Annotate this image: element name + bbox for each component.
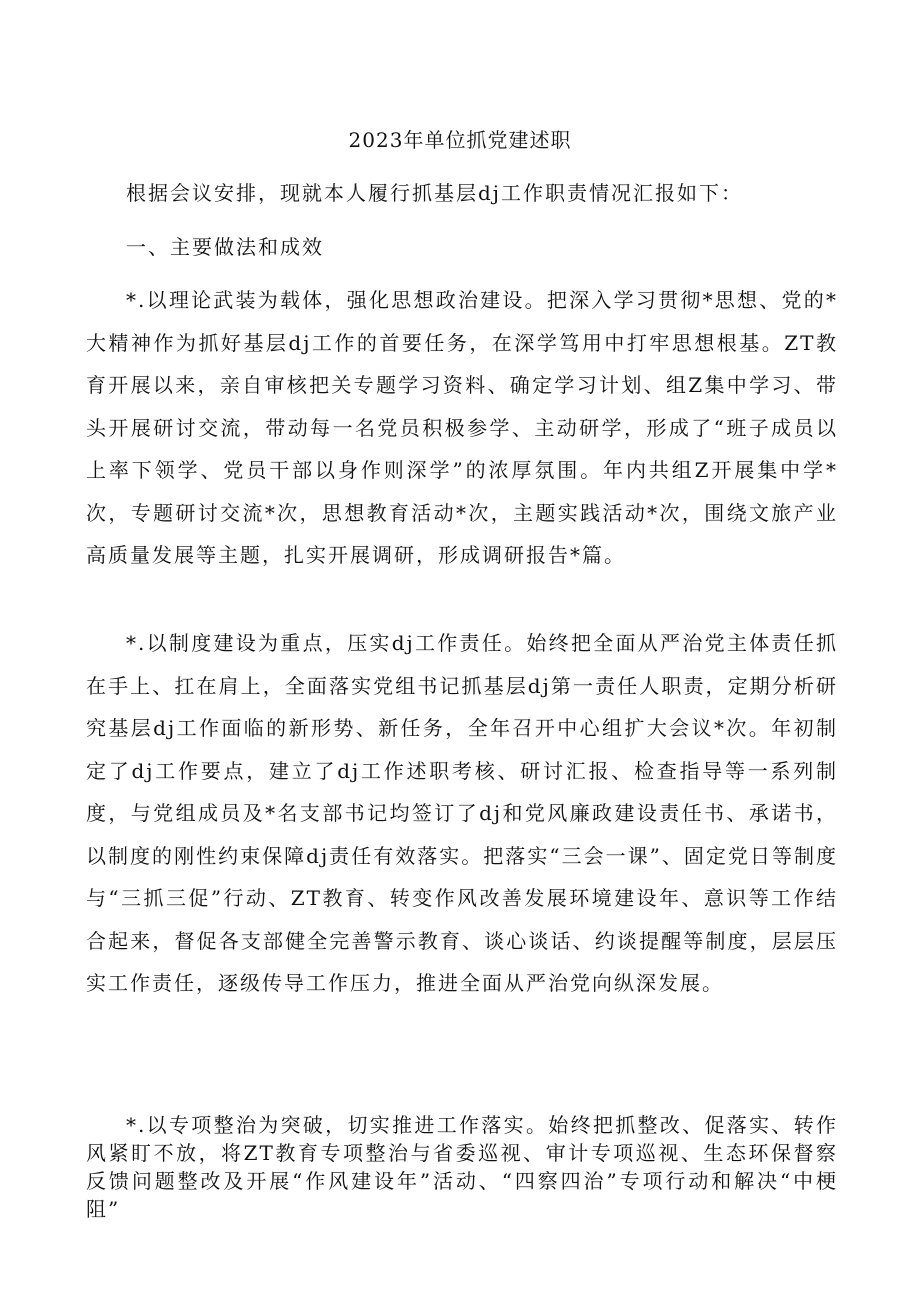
intro-paragraph: 根据会议安排，现就本人履行抓基层dj工作职责情况汇报如下： <box>126 181 744 205</box>
section-heading: 一、主要做法和成效 <box>126 235 324 259</box>
paragraph-theory-study: *.以理论武装为载体，强化思想政治建设。把深入学习贯彻*思想、党的*大精神作为抓好基层dj工作的首要任务，在深学笃用中打牢思想根基。ZT教育开展以来，亲自审核把关专题学习资料、确定学习计划、组Z集中学习、带头开展研讨交流，带动每一名党员积极参学、主动研学，形成了“班子成员以上率下领学、党员干部以身作则深学”的浓厚氛围。年内共组Z开展集中学*次，专题研讨交流*次，思想教育活动*次，主题实践活动*次，围绕文旅产业高质量发展等主题，扎实开展调研，形成调研报告*篇。 <box>86 288 838 567</box>
document-title: 2023年单位抓党建述职 <box>348 128 572 152</box>
paragraph-special-rectification: *.以专项整治为突破，切实推进工作落实。始终把抓整改、促落实、转作风紧盯不放，将ZT教育专项整治与省委巡视、审计专项巡视、生态环保督察反馈问题整改及开展“作风建设年”活动、“四察四治”专项行动和解决“中梗阻” <box>86 1113 838 1221</box>
paragraph-system-building: *.以制度建设为重点，压实dj工作责任。始终把全面从严治党主体责任抓在手上、扛在肩上，全面落实党组书记抓基层dj第一责任人职责，定期分析研究基层dj工作面临的新形势、新任务，全年召开中心组扩大会议*次。年初制定了dj工作要点，建立了dj工作述职考核、研讨汇报、检查指导等一系列制度，与党组成员及*名支部书记均签订了dj和党风廉政建设责任书、承诺书，以制度的刚性约束保障dj责任有效落实。把落实“三会一课”、固定党日等制度与“三抓三促”行动、ZT教育、转变作风改善发展环境建设年、意识等工作结合起来，督促各支部健全完善警示教育、谈心谈话、约谈提醒等制度，层层压实工作责任，逐级传导工作压力，推进全面从严治党向纵深发展。 <box>86 631 838 995</box>
